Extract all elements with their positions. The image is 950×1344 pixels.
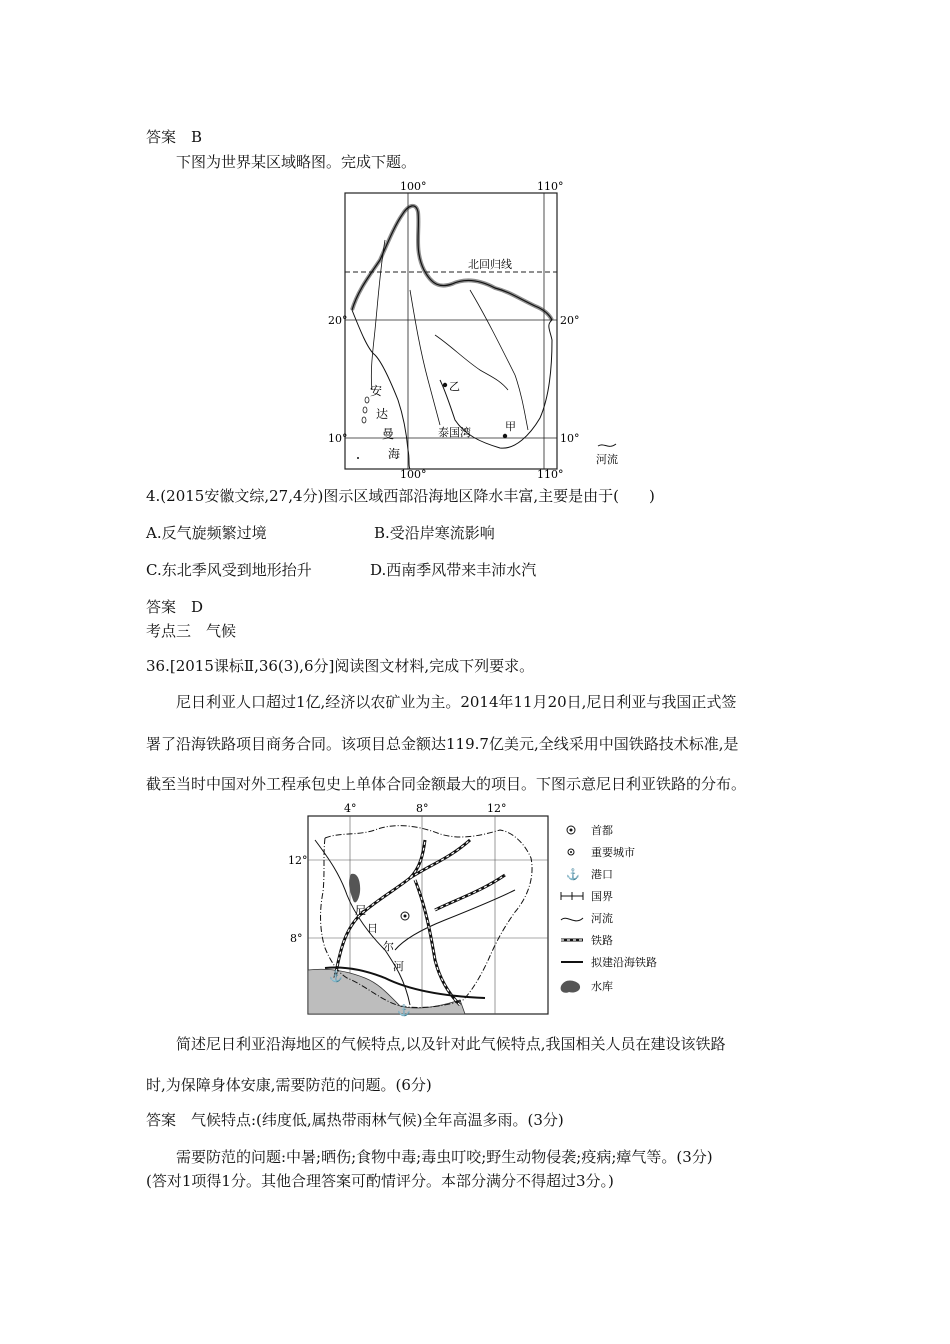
port-icon: ⚓ [329,970,343,983]
nigeria-railway-map [285,800,675,1020]
sea-char-3: 曼 [382,427,395,441]
question-36-line-2: 时,为保障身体安康,需要防范的问题。(6分) [146,1076,432,1094]
material-line-3: 截至当时中国对外工程承包史上单体合同金额最大的项目。下图示意尼日利亚铁路的分布。 [146,775,747,793]
answer-36-line-1: 答案 气候特点:(纬度低,属热带雨林气候)全年高温多雨。(3分) [146,1111,564,1129]
legend-railway-label: 铁路 [591,934,613,947]
lat-label-12: 12° [288,854,308,867]
river-2 [410,290,440,425]
map1-intro: 下图为世界某区域略图。完成下题。 [176,153,417,171]
river-char-2: 河 [393,960,404,973]
island [362,417,366,423]
sea-char-4: 海 [388,447,401,461]
tropic-label: 北回归线 [468,258,512,271]
lat-label-20-right: 20° [560,314,580,327]
island [363,407,367,413]
legend-river-symbol [598,444,616,446]
material-line-2: 署了沿海铁路项目商务合同。该项目总金额达119.7亿美元,全线采用中国铁路技术标准,是 [146,735,739,753]
q4-option-b: B.受沿岸寒流影响 [374,524,495,542]
answer-line-1: 答案 B [146,128,203,146]
island-dot [357,457,359,459]
lon-label-100-top: 100° [400,180,427,193]
legend-border-label: 国界 [591,890,613,903]
point-jia-marker [503,434,507,438]
q4-option-a: A.反气旋频繁过境 [146,524,267,542]
lon-label-110-top: 110° [537,180,564,193]
point-yi-marker [443,383,447,387]
legend-port-label: 港口 [591,868,613,881]
legend-capital-label: 首都 [591,824,613,837]
q4-option-d: D.西南季风带来丰沛水汽 [370,561,537,579]
river-4 [435,335,508,390]
legend-reservoir-label: 水库 [591,980,613,993]
point-yi-label: 乙 [449,380,460,393]
q4-option-c: C.东北季风受到地形抬升 [146,561,312,579]
lon-label-8: 8° [416,802,429,815]
section-title: 考点三 气候 [146,622,237,640]
sea-char-1: 安 [370,384,383,398]
railway-west [335,840,425,978]
question-36-stem: 36.[2015课标Ⅱ,36(3),6分]阅读图文材料,完成下列要求。 [146,657,535,675]
map2-legend [561,823,657,993]
legend-port-icon: ⚓ [566,868,580,881]
lon-label-12: 12° [487,802,507,815]
country-char-2: 日 [367,922,378,935]
answer-line-4: 答案 D [146,598,204,616]
question-4-stem: 4.(2015安徽文综,27,4分)图示区域西部沿海地区降水丰富,主要是由于( ) [146,487,655,505]
question-36-line-1: 简述尼日利亚沿海地区的气候特点,以及针对此气候特点,我国相关人员在建设该铁路 [176,1035,726,1053]
legend-reservoir-symbol [561,981,580,993]
lon-label-110-bottom: 110° [537,468,564,481]
answer-36-line-3: (答对1项得1分。其他合理答案可酌情评分。本部分满分不得超过3分。) [146,1172,614,1190]
railway-northeast [435,875,505,910]
lon-label-4: 4° [344,802,357,815]
lat-label-8: 8° [290,932,303,945]
answer-36-line-2: 需要防范的问题:中暑;晒伤;食物中毒;毒虫叮咬;野生动物侵袭;疫病;瘴气等。(3分) [176,1148,713,1166]
legend-river-label: 河流 [591,912,613,925]
port-icon: ⚓ [397,1004,411,1017]
benue-river [395,890,515,950]
island [365,397,369,403]
gulf-label: 泰国湾 [438,426,471,439]
legend-river-symbol [561,918,583,921]
river-3 [470,290,528,430]
kainji-reservoir [349,874,360,903]
lat-label-20-left: 20° [328,314,348,327]
sea-char-2: 达 [376,407,389,421]
lat-label-10-left: 10° [328,432,348,445]
point-jia-label: 甲 [505,420,516,433]
material-line-1: 尼日利亚人口超过1亿,经济以农矿业为主。2014年11月20日,尼日利亚与我国正式签 [176,693,737,711]
lon-label-100-bottom: 100° [400,468,427,481]
southeast-asia-map [328,180,640,481]
legend-city-label: 重要城市 [591,846,635,859]
legend-planned-railway-label: 拟建沿海铁路 [591,956,657,969]
river-char-1: 尔 [383,940,394,953]
lat-label-10-right: 10° [560,432,580,445]
railway-north [410,840,470,878]
country-char-1: 尼 [355,904,366,917]
legend-river-label: 河流 [596,453,618,466]
